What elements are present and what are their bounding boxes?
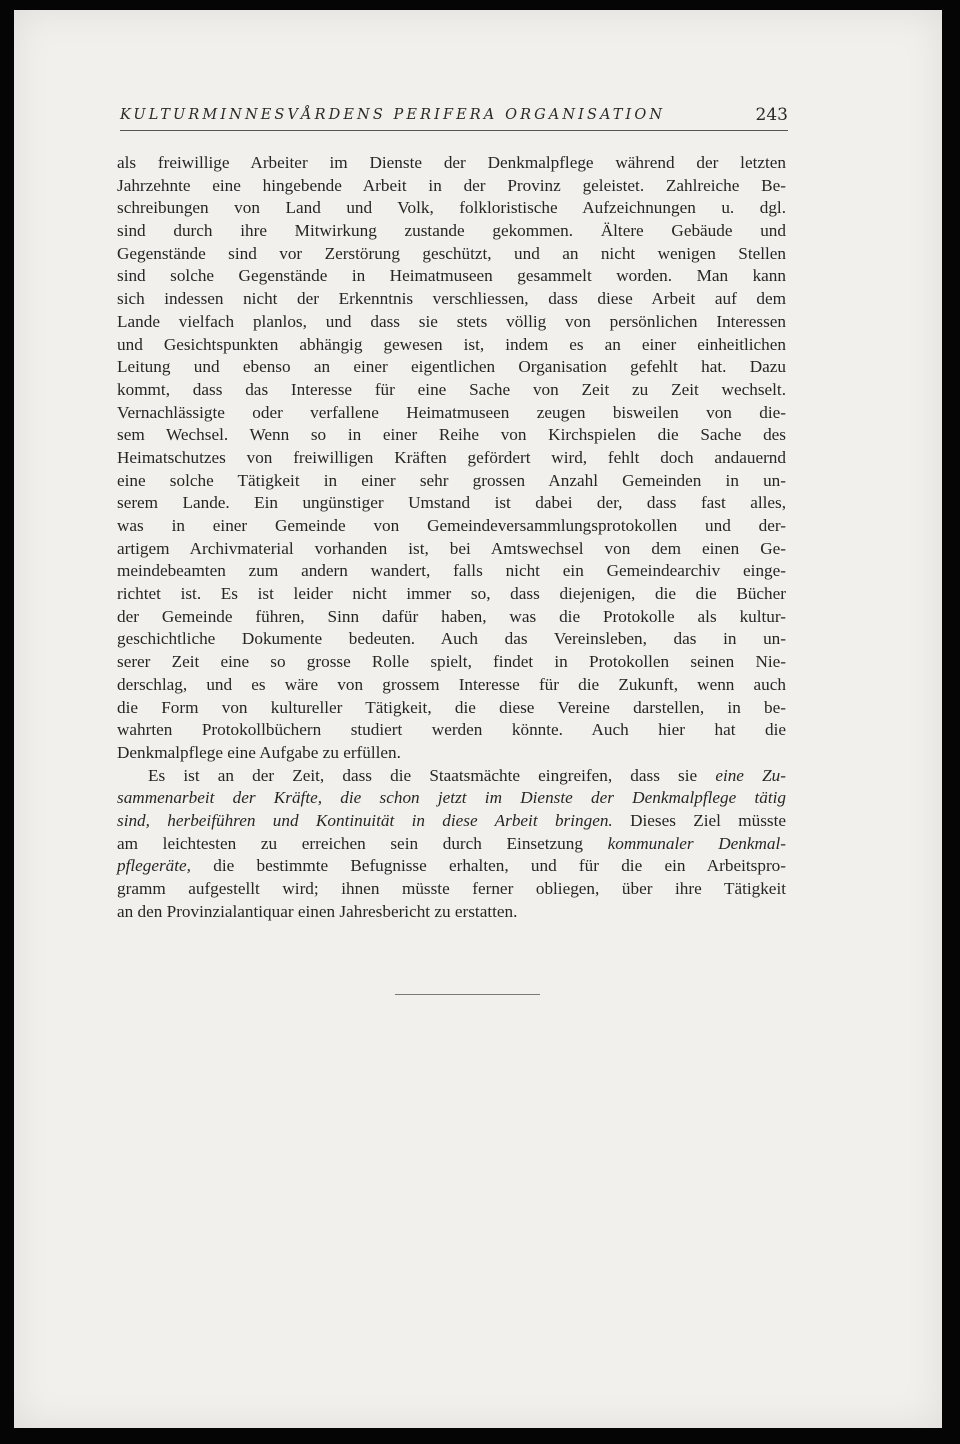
text-line: der Gemeinde führen, Sinn dafür haben, was die Protokolle als kultur- [117, 606, 786, 626]
text-line: derschlag, und es wäre von grossem Interesse für die Zukunft, wenn auch [117, 674, 786, 694]
running-head [120, 104, 788, 131]
text-line: kommt, dass das Interesse für eine Sache von Zeit zu Zeit wechselt. [117, 379, 786, 399]
text-line [117, 787, 786, 810]
text-line: wahrten Protokollbüchern studiert werden könnte. Auch hier hat die [117, 720, 786, 740]
text-line [117, 833, 786, 856]
body-text [117, 152, 786, 923]
text-line: serem Lande. Ein ungünstiger Umstand ist dabei der, dass fast alles, [117, 493, 786, 513]
text-line: sind solche Gegenstände in Heimatmuseen gesammelt worden. Man kann [117, 266, 786, 286]
text-line: artigem Archivmaterial vorhanden ist, bei Amtswechsel von dem einen Ge- [117, 538, 786, 558]
text-line: als freiwillige Arbeiter im Dienste der Denkmalpflege während der letzten [117, 153, 786, 172]
text-line [117, 855, 786, 878]
text-line: Vernachlässigte oder verfallene Heimatmuseen zeugen bisweilen von die- [117, 402, 786, 422]
text-run: Dieses Ziel müsste [612, 810, 787, 830]
text-run: Es ist an der Zeit, dass die Staatsmächte eingreifen, dass sie [148, 765, 716, 785]
running-title: KULTURMINNESVÅRDENS PERIFERA ORGANISATION [120, 107, 666, 123]
text-line: Leitung und ebenso an einer eigentlichen Organisation gefehlt hat. Dazu [117, 357, 786, 377]
text-line: geschichtliche Dokumente bedeuten. Auch das Vereinsleben, das in un- [117, 629, 786, 649]
emphasis-text: sammenarbeit der Kräfte, die schon jetzt im Dienste der Denkmalpflege tätig [117, 788, 786, 808]
page-number: 243 [755, 105, 788, 125]
text-line: richtet ist. Es ist leider nicht immer so, dass diejenigen, die die Bücher [117, 584, 786, 604]
section-end-rule [395, 994, 540, 995]
text-run: die bestimmte Befugnisse erhalten, und für die ein Arbeitspro- [190, 856, 786, 876]
emphasis-text: sind, herbeiführen und Kontinuität in diese Arbeit bringen. [117, 810, 613, 830]
text-line: eine solche Tätigkeit in einer sehr grossen Anzahl Gemeinden in un- [117, 470, 786, 490]
text-line: schreibungen von Land und Volk, folkloristische Aufzeichnungen u. dgl. [117, 198, 786, 218]
text-line: Denkmalpflege eine Aufgabe zu erfüllen. [117, 742, 401, 762]
text-line: an den Provinzialantiquar einen Jahresbericht zu erstatten. [117, 901, 518, 921]
text-line: die Form von kultureller Tätigkeit, die diese Vereine darstellen, in be- [117, 697, 786, 717]
text-line: Heimatschutzes von freiwilligen Kräften gefördert wird, fehlt doch andauernd [117, 447, 786, 467]
text-line [117, 765, 786, 788]
paragraph-2 [117, 765, 786, 924]
text-line: Jahrzehnte eine hingebende Arbeit in der Provinz geleistet. Zahlreiche Be- [117, 175, 786, 195]
text-line: was in einer Gemeinde von Gemeindeversammlungsprotokollen und der- [117, 516, 786, 535]
text-line: gramm aufgestellt wird; ihnen müsste ferner obliegen, über ihre Tätigkeit [117, 879, 786, 898]
text-line: Gegenstände sind vor Zerstörung geschützt, und an nicht wenigen Stellen [117, 243, 786, 263]
text-line: sich indessen nicht der Erkenntnis verschliessen, dass diese Arbeit auf dem [117, 289, 786, 309]
text-line: sem Wechsel. Wenn so in einer Reihe von Kirchspielen die Sache des [117, 425, 786, 445]
text-line [117, 810, 786, 833]
emphasis-text: eine Zu- [715, 765, 786, 785]
text-line: serer Zeit eine so grosse Rolle spielt, findet in Protokollen seinen Nie- [117, 652, 786, 672]
emphasis-text: pflegeräte, [117, 856, 191, 876]
paragraph-1 [117, 152, 786, 765]
text-line: meindebeamten zum andern wandert, falls nicht ein Gemeindearchiv einge- [117, 561, 786, 581]
emphasis-text: kommunaler Denkmal- [607, 833, 786, 853]
text-line: Lande vielfach planlos, und dass sie stets völlig von persönlichen Interessen [117, 311, 786, 331]
text-run: am leichtesten zu erreichen sein durch Einsetzung [117, 833, 608, 853]
text-line: und Gesichtspunkten abhängig gewesen ist, indem es an einer einheitlichen [117, 334, 786, 354]
text-line: sind durch ihre Mitwirkung zustande gekommen. Ältere Gebäude und [117, 221, 786, 241]
